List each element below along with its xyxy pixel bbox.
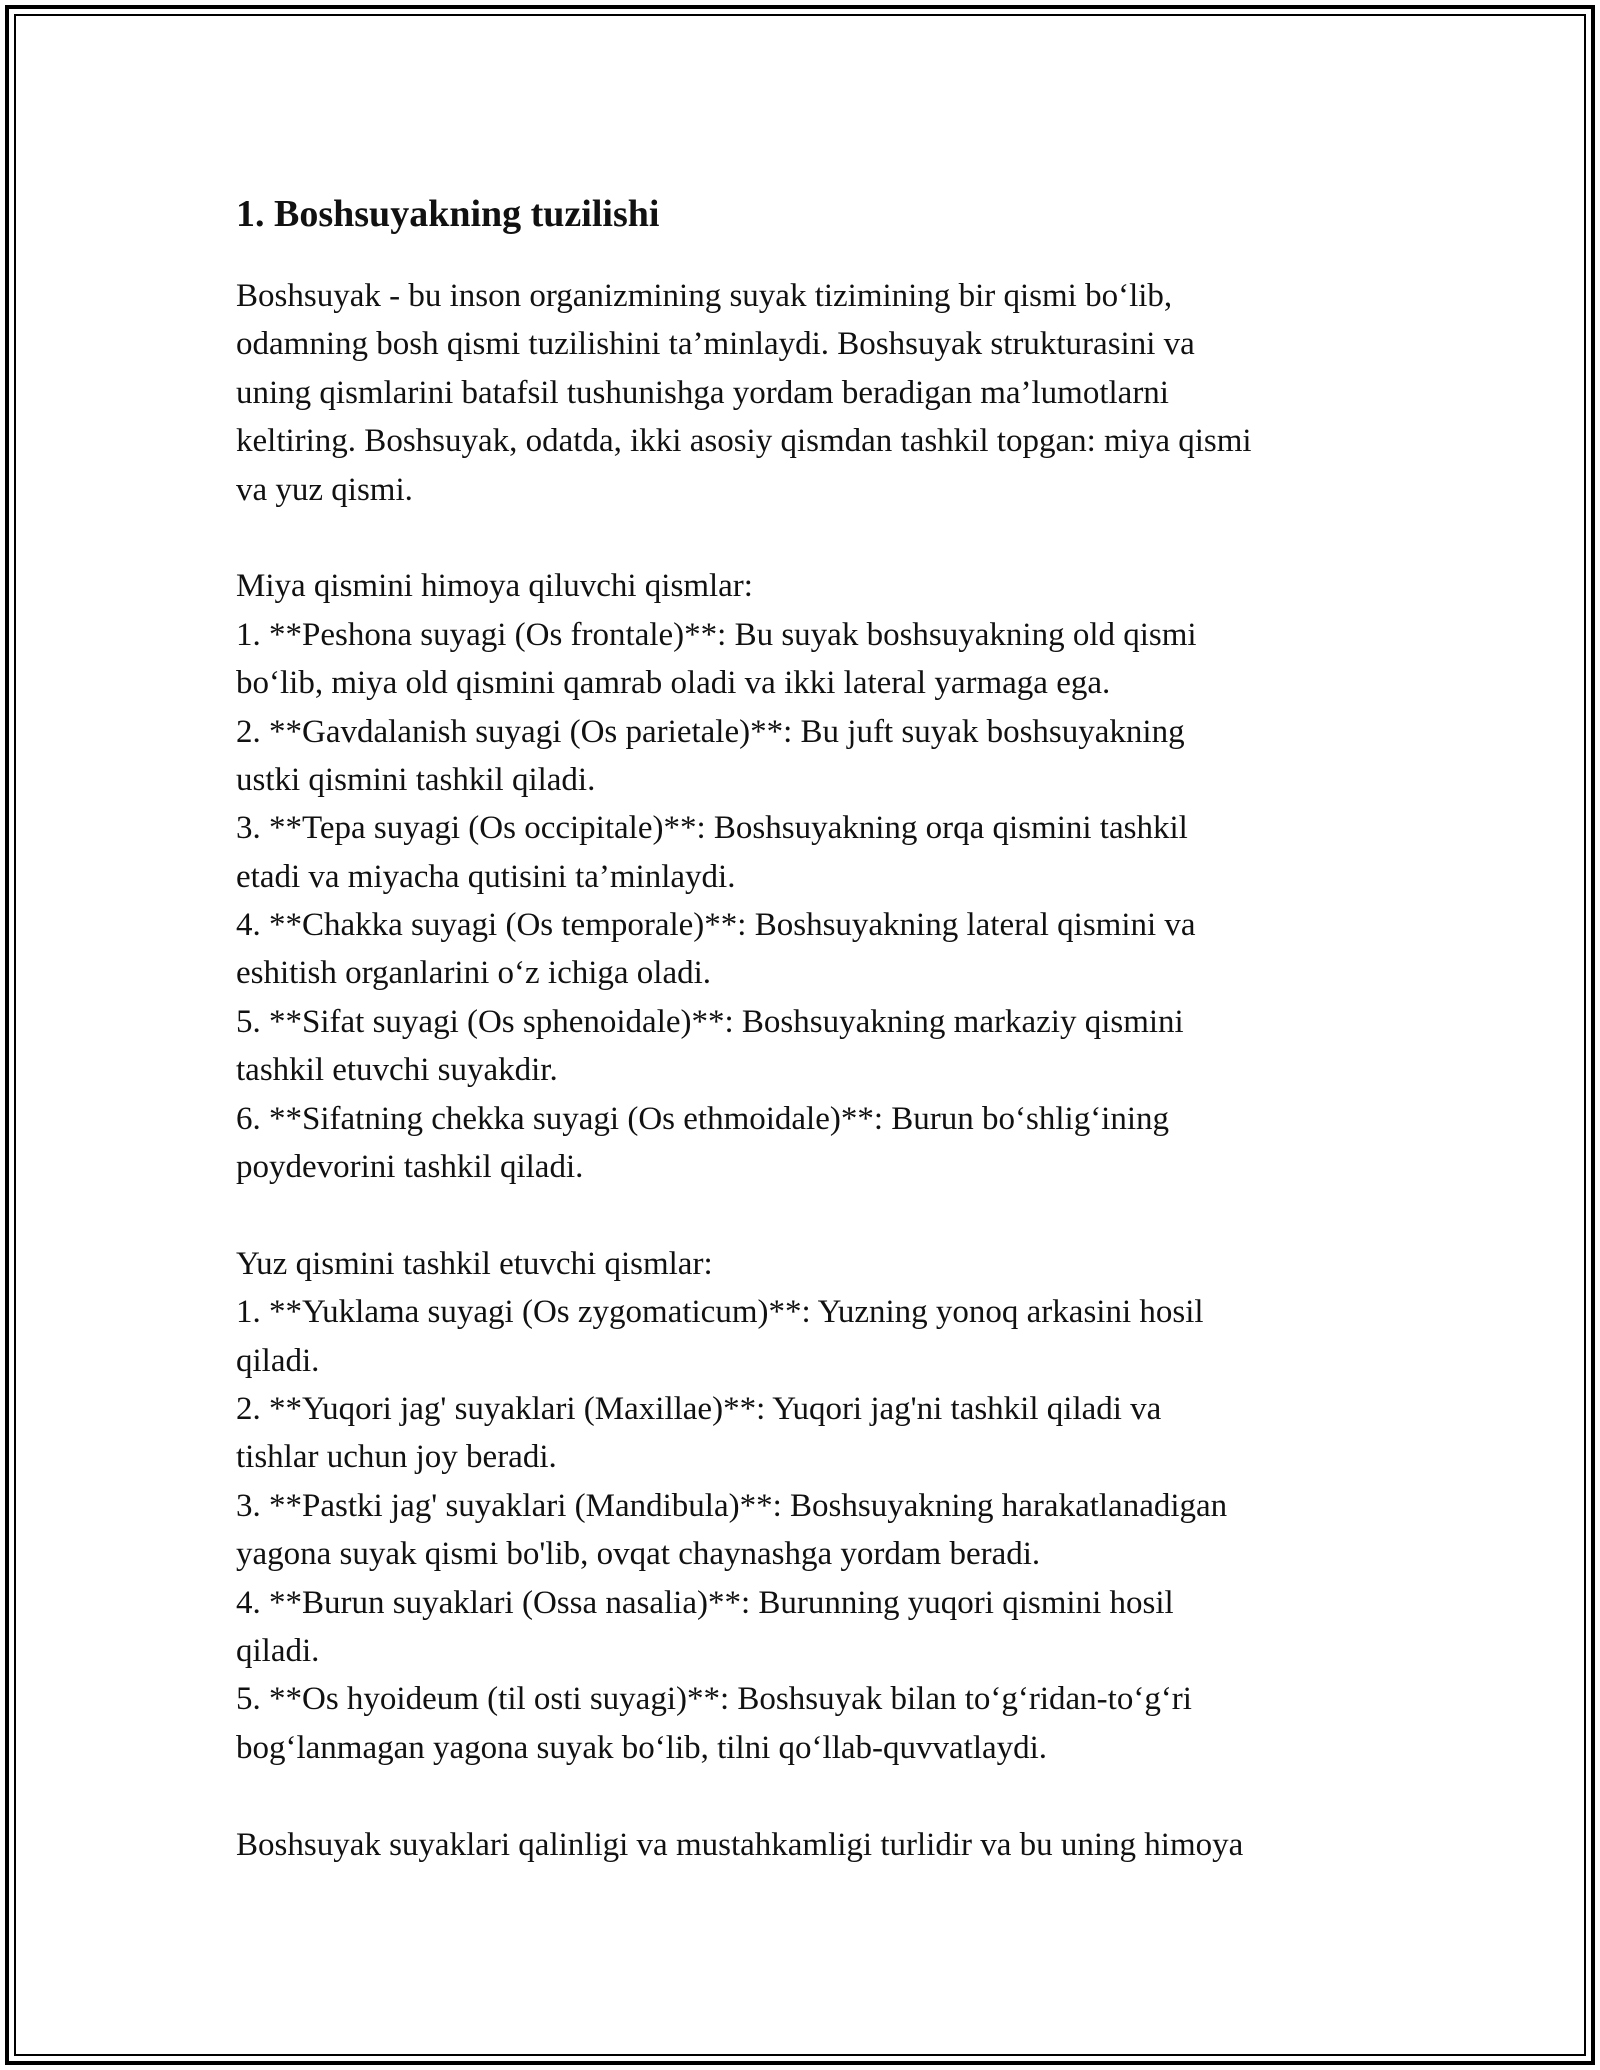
list-item-line: 4. **Chakka suyagi (Os temporale)**: Boshsuyakning lateral qismini va: [236, 907, 1196, 944]
list-item-line: 2. **Yuqori jag' suyaklari (Maxillae)**: Yuqori jag'ni tashkil qiladi va: [236, 1390, 1162, 1427]
document-body: [236, 186, 1376, 1869]
list-item-line: tishlar uchun joy beradi.: [236, 1439, 557, 1476]
list-item-line: qiladi.: [236, 1632, 320, 1669]
list-item-line: etadi va miyacha qutisini ta’minlaydi.: [236, 858, 736, 895]
text-line: Boshsuyak suyaklari qalinligi va mustahkamligi turlidir va bu uning himoya: [236, 1826, 1244, 1863]
list-item-line: yagona suyak qismi bo'lib, ovqat chaynashga yordam beradi.: [236, 1536, 1041, 1573]
closing-paragraph: [236, 1821, 1376, 1869]
text-line: odamning bosh qismi tuzilishini ta’minlaydi. Boshsuyak strukturasini va: [236, 326, 1195, 363]
list-item-line: 1. **Yuklama suyagi (Os zygomaticum)**: Yuzning yonoq arkasini hosil: [236, 1294, 1204, 1331]
text-line: keltiring. Boshsuyak, odatda, ikki asosiy qismdan tashkil topgan: miya qismi: [236, 423, 1252, 460]
list-item-line: 5. **Sifat suyagi (Os sphenoidale)**: Boshsuyakning markaziy qismini: [236, 1003, 1184, 1040]
list-item-line: poydevorini tashkil qiladi.: [236, 1149, 584, 1186]
list-item-line: 6. **Sifatning chekka suyagi (Os ethmoidale)**: Burun bo‘shlig‘ining: [236, 1100, 1170, 1137]
list-item-line: 1. **Peshona suyagi (Os frontale)**: Bu suyak boshsuyakning old qismi: [236, 616, 1197, 653]
list-item-line: tashkil etuvchi suyakdir.: [236, 1052, 558, 1089]
cranial-bones-section: [236, 562, 1376, 1191]
list-item-line: ustki qismini tashkil qiladi.: [236, 761, 596, 798]
list-item-line: eshitish organlarini o‘z ichiga oladi.: [236, 955, 712, 992]
list-item-line: bog‘lanmagan yagona suyak bo‘lib, tilni qo‘llab-quvvatlaydi.: [236, 1729, 1048, 1766]
list-item-line: 3. **Tepa suyagi (Os occipitale)**: Boshsuyakning orqa qismini tashkil: [236, 810, 1188, 847]
list-item-line: 4. **Burun suyaklari (Ossa nasalia)**: Burunning yuqori qismini hosil: [236, 1584, 1174, 1621]
intro-paragraph: [236, 272, 1376, 514]
text-line: uning qismlarini batafsil tushunishga yordam beradigan ma’lumotlarni: [236, 374, 1169, 411]
paragraph-gap: [236, 514, 1376, 562]
text-line: va yuz qismi.: [236, 471, 413, 508]
list-item-line: bo‘lib, miya old qismini qamrab oladi va ikki lateral yarmaga ega.: [236, 665, 1111, 702]
list-item-line: 2. **Gavdalanish suyagi (Os parietale)**: Bu juft suyak boshsuyakning: [236, 713, 1185, 750]
list-item-line: qiladi.: [236, 1342, 320, 1379]
paragraph-gap: [236, 1772, 1376, 1820]
facial-bones-section: [236, 1240, 1376, 1772]
text-line: Boshsuyak - bu inson organizmining suyak tizimining bir qismi bo‘lib,: [236, 278, 1173, 314]
section-heading: 1. Boshsuyakning tuzilishi: [236, 193, 660, 235]
list-item-line: 3. **Pastki jag' suyaklari (Mandibula)**: Boshsuyakning harakatlanadigan: [236, 1487, 1228, 1524]
facial-list-title: Yuz qismini tashkil etuvchi qismlar:: [236, 1245, 713, 1282]
list-item-line: 5. **Os hyoideum (til osti suyagi)**: Boshsuyak bilan to‘g‘ridan-to‘g‘ri: [236, 1681, 1192, 1718]
paragraph-gap: [236, 1191, 1376, 1239]
cranial-list-title: Miya qismini himoya qiluvchi qismlar:: [236, 568, 753, 605]
